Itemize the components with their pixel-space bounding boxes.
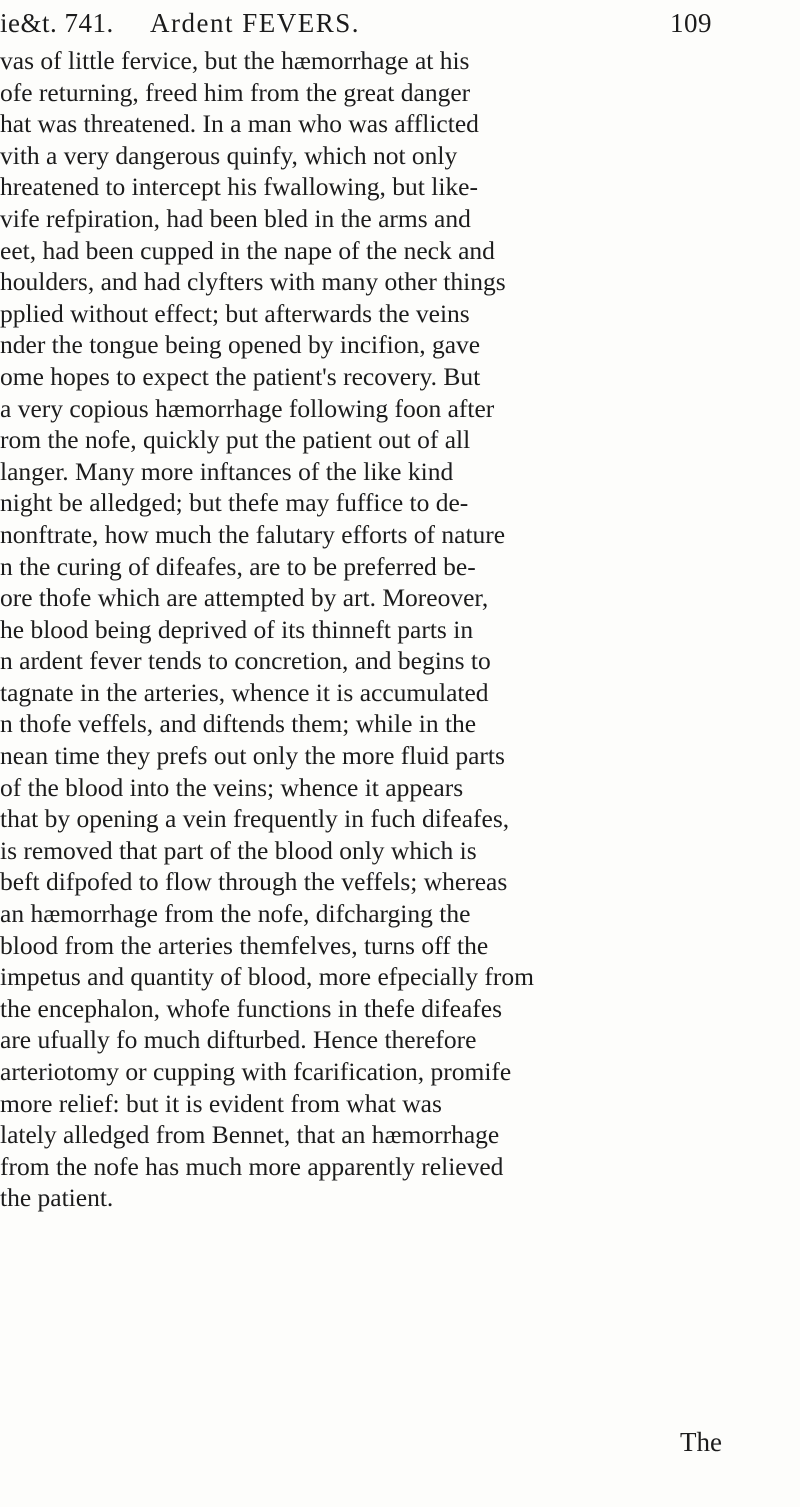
text-line: pplied without effect; but afterwards the veins [0, 298, 470, 328]
text-line: ome hopes to expect the patient's recovery. But [0, 361, 481, 391]
page-number: 109 [670, 8, 712, 38]
text-line: ore thofe which are attempted by art. Moreover, [0, 583, 489, 613]
text-line: hreatened to intercept his fwallowing, but like- [0, 172, 478, 202]
text-line: houlders, and had clyfters with many other things [0, 267, 506, 297]
text-line: nonftrate, how much the falutary efforts of nature [0, 519, 506, 549]
text-line: eet, had been cupped in the nape of the neck and [0, 235, 495, 265]
text-line: beft difpofed to flow through the veffels; whereas [0, 867, 508, 897]
text-line: blood from the arteries themfelves, turns off the [0, 930, 489, 960]
text-line: vith a very dangerous quinfy, which not only [0, 140, 458, 170]
text-line: n the curing of difeafes, are to be preferred be- [0, 551, 476, 581]
text-line: of the blood into the veins; whence it appears [0, 772, 464, 802]
text-line: vas of little fervice, but the hæmorrhage at his [0, 46, 470, 75]
text-line: nean time they prefs out only the more fluid parts [0, 741, 505, 771]
section-reference: ie&t. 741. [0, 8, 114, 38]
text-line: hat was threatened. In a man who was afflicted [0, 109, 479, 139]
running-head [0, 8, 712, 44]
text-line: the encephalon, whofe functions in thefe difeafes [0, 993, 503, 1023]
text-line: more relief: but it is evident from what was [0, 1088, 442, 1118]
text-line: an hæmorrhage from the nofe, difcharging the [0, 899, 471, 929]
text-line: rom the nofe, quickly put the patient out of all [0, 425, 471, 455]
text-line: night be alledged; but thefe may fuffice to de- [0, 488, 469, 518]
body-text [0, 45, 760, 1214]
text-line: arteriotomy or cupping with fcarification, promife [0, 1057, 512, 1086]
text-line: n ardent fever tends to concretion, and begins to [0, 646, 491, 676]
text-line: are ufually fo much difturbed. Hence therefore [0, 1025, 477, 1055]
text-line: langer. Many more inftances of the like kind [0, 456, 454, 486]
text-line: the patient. [0, 1183, 114, 1213]
text-line: from the nofe has much more apparently relieved [0, 1151, 504, 1181]
text-line: nder the tongue being opened by incifion, gave [0, 330, 481, 360]
text-line: a very copious hæmorrhage following foon after [0, 393, 495, 423]
catchword: The [680, 1427, 722, 1457]
text-line: ofe returning, freed him from the great danger [0, 77, 471, 107]
running-title: Ardent FEVERS. [150, 8, 360, 38]
text-line: n thofe veffels, and diftends them; while in the [0, 709, 477, 739]
text-line: is removed that part of the blood only which is [0, 835, 477, 865]
text-line: that by opening a vein frequently in fuch difeafes, [0, 804, 510, 834]
text-line: impetus and quantity of blood, more efpecially from [0, 962, 534, 992]
text-line: lately alledged from Bennet, that an hæmorrhage [0, 1120, 500, 1150]
text-line: tagnate in the arteries, whence it is accumulated [0, 677, 489, 707]
text-line: he blood being deprived of its thinneft parts in [0, 614, 474, 644]
text-line: vife refpiration, had been bled in the arms and [0, 203, 471, 233]
